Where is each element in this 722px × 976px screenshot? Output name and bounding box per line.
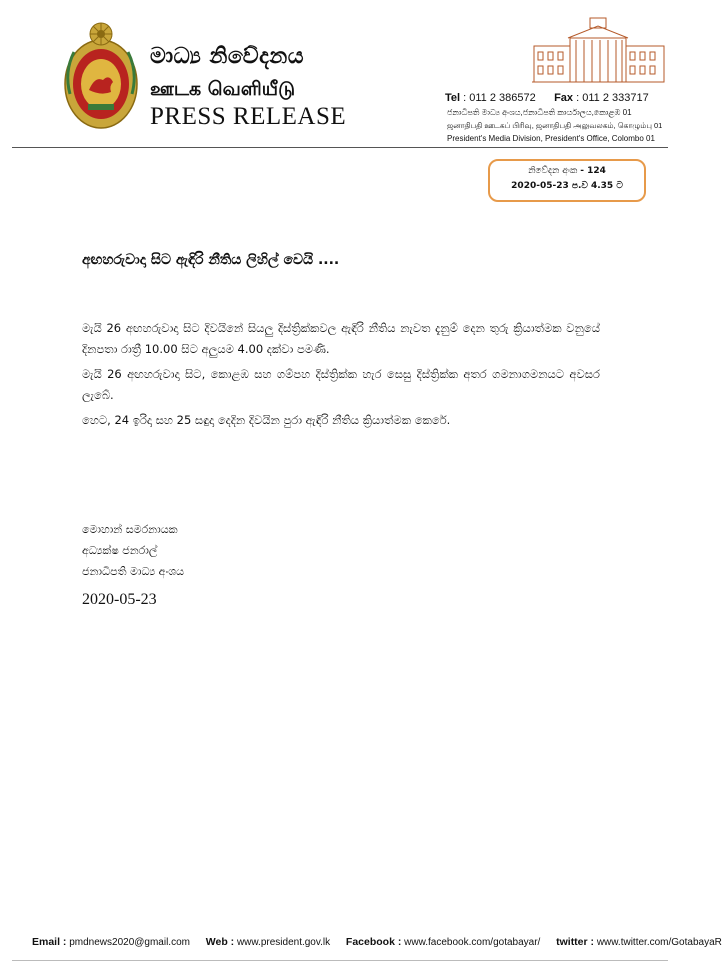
web-link[interactable]: www.president.gov.lk — [236, 937, 331, 948]
footer-divider — [12, 960, 668, 961]
release-number-label: නිවේදන අංක — [528, 166, 578, 176]
header-divider — [12, 147, 668, 148]
title-english: PRESS RELEASE — [150, 103, 347, 130]
title-sinhala: මාධ්‍ය නිවේදනය — [150, 44, 305, 69]
tel-value: : 011 2 386572 — [463, 92, 536, 104]
phone-fax-line — [445, 92, 649, 104]
paragraph-1: මැයි 26 අඟහරුවාදා සිට දිවයිනේ සියලු දිස්ත්‍රික්කවල ඇඳිරි නීතිය නැවත දැනුම් දෙන තුරු ක්‍රියාත්මක වනුයේ දිනපතා රාත්‍රී 10.00 සිට අලුයම 4.00 දක්වා පමණි. — [82, 321, 600, 356]
paragraph-3: හෙට, 24 ඉරිදා සහ 25 සඳුදා දෙදින දිවයින පුරා ඇඳිරි නීතිය ක්‍රියාත්මක කෙරේ. — [82, 413, 451, 427]
signatory-designation: අධ්‍යක්ෂ ජනරාල් — [82, 544, 158, 557]
footer-contacts — [32, 936, 722, 948]
sri-lanka-emblem-icon — [62, 20, 140, 132]
release-datetime: 2020-05-23 ප.ව 4.35 ට — [511, 181, 623, 191]
release-title: අඟහරුවාදා සිට ඇඳිරි නීතිය ලිහිල් වෙයි .... — [82, 252, 340, 268]
signature-date: 2020-05-23 — [82, 591, 157, 608]
paragraph-2: මැයි 26 අඟහරුවාදා සිට, කොළඹ සහ ගම්පහ දිස්ත්‍රික්ක හැර සෙසු දිස්ත්‍රික්ක අතර ගමනාගමනයට අවසර ලැබේ. — [82, 367, 600, 402]
facebook-label: Facebook : — [345, 936, 402, 948]
address-sinhala: ජනාධිපති මාධ්‍ය අංශය,ජනාධිපති කාර්යාලය,කොළඹ 01 — [447, 108, 632, 117]
title-tamil: ஊடக வெளியீடு — [150, 78, 296, 100]
release-number-box — [488, 159, 646, 202]
address-english: President's Media Division, President's Office, Colombo 01 — [447, 134, 655, 143]
fax-value: : 011 2 333717 — [576, 92, 649, 104]
email-value[interactable]: pmdnews2020@gmail.com — [69, 937, 190, 948]
twitter-link[interactable]: www.twitter.com/GotabayaR — [596, 937, 722, 948]
release-number-value: - 124 — [580, 166, 606, 176]
email-label: Email : — [32, 936, 67, 948]
signatory-office: ජනාධිපති මාධ්‍ය අංශය — [82, 565, 185, 578]
twitter-label: twitter : — [556, 936, 595, 948]
presidents-office-building-icon — [528, 16, 668, 86]
tel-label: Tel — [445, 92, 461, 104]
web-label: Web : — [205, 936, 235, 948]
signatory-name: මොහාන් සමරනායක — [82, 523, 178, 536]
facebook-link[interactable]: www.facebook.com/gotabayar/ — [404, 937, 541, 948]
fax-label: Fax — [554, 92, 574, 104]
address-tamil: ஜனாதிபதி ஊடகப் பிரிவு, ஜனாதிபதி அலுவலகம், கொழும்பு 01 — [447, 121, 663, 130]
